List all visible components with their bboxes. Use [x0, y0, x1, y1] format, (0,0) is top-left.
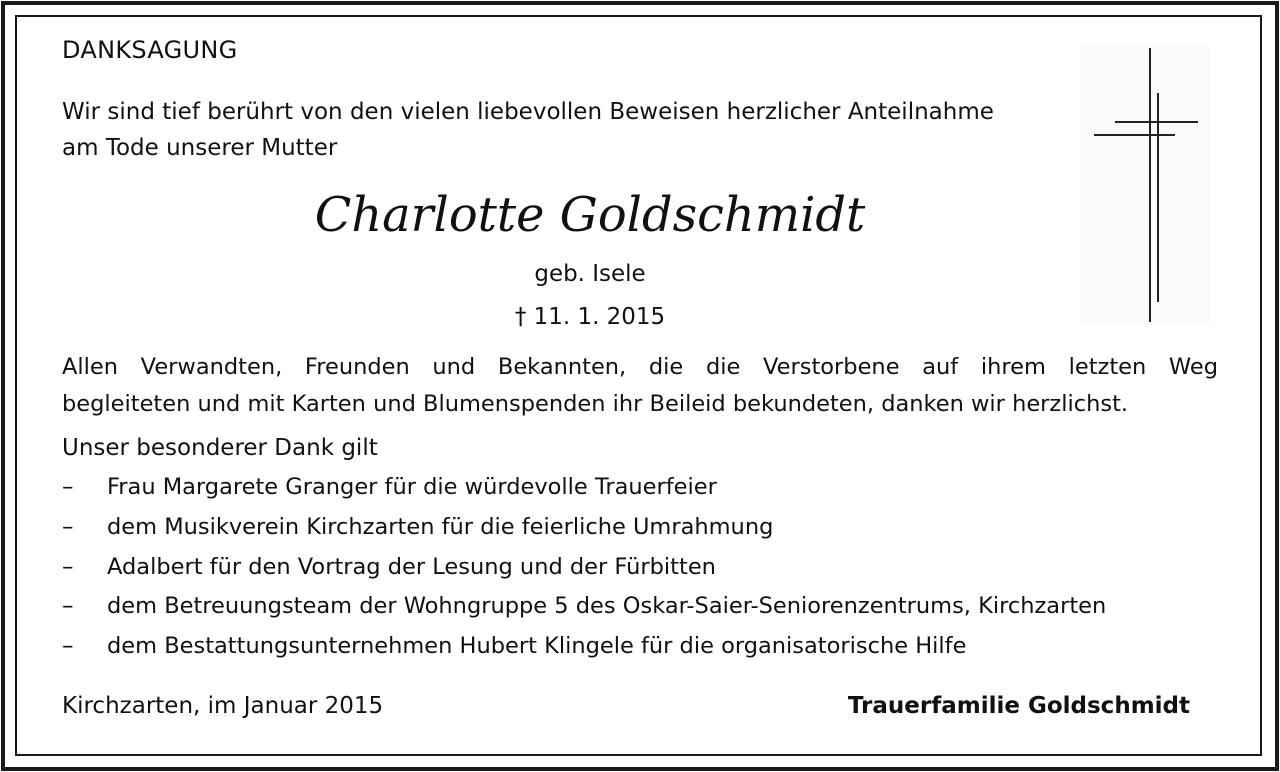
dash-bullet: –: [62, 514, 74, 540]
dash-bullet: –: [62, 474, 74, 500]
list-item: dem Betreuungsteam der Wohngruppe 5 des Oskar-Saier-Seniorenzentrums, Kirchzarten: [107, 593, 1107, 619]
signature: Trauerfamilie Goldschmidt: [847, 693, 1190, 719]
place-date: Kirchzarten, im Januar 2015: [62, 693, 384, 719]
dash-bullet: –: [62, 593, 74, 619]
list-item: dem Bestattungsunternehmen Hubert Klingele für die organisatorische Hilfe: [107, 633, 967, 659]
intro-line-2: am Tode unserer Mutter: [62, 135, 338, 161]
dash-bullet: –: [62, 633, 74, 659]
intro-line-1: Wir sind tief berührt von den vielen liebevollen Beweisen herzlicher Anteilnahme: [62, 99, 994, 125]
birth-name: geb. Isele: [534, 261, 646, 287]
deceased-name: Charlotte Goldschmidt: [314, 188, 866, 243]
list-item: Frau Margarete Granger für die würdevolle Trauerfeier: [107, 474, 717, 500]
heading: DANKSAGUNG: [62, 36, 238, 64]
thanks-intro: Unser besonderer Dank gilt: [62, 435, 378, 461]
list-item: Adalbert für den Vortrag der Lesung und der Fürbitten: [107, 554, 716, 580]
paragraph-line-1: Allen Verwandten, Freunden und Bekannten, die die Verstorbene auf ihrem letzten Weg: [62, 354, 1218, 380]
dash-bullet: –: [62, 554, 74, 580]
paragraph-line-2: begleiteten und mit Karten und Blumenspenden ihr Beileid bekundeten, danken wir herzlichst.: [62, 391, 1129, 417]
list-item: dem Musikverein Kirchzarten für die feierliche Umrahmung: [107, 514, 774, 540]
death-date: † 11. 1. 2015: [514, 304, 666, 330]
